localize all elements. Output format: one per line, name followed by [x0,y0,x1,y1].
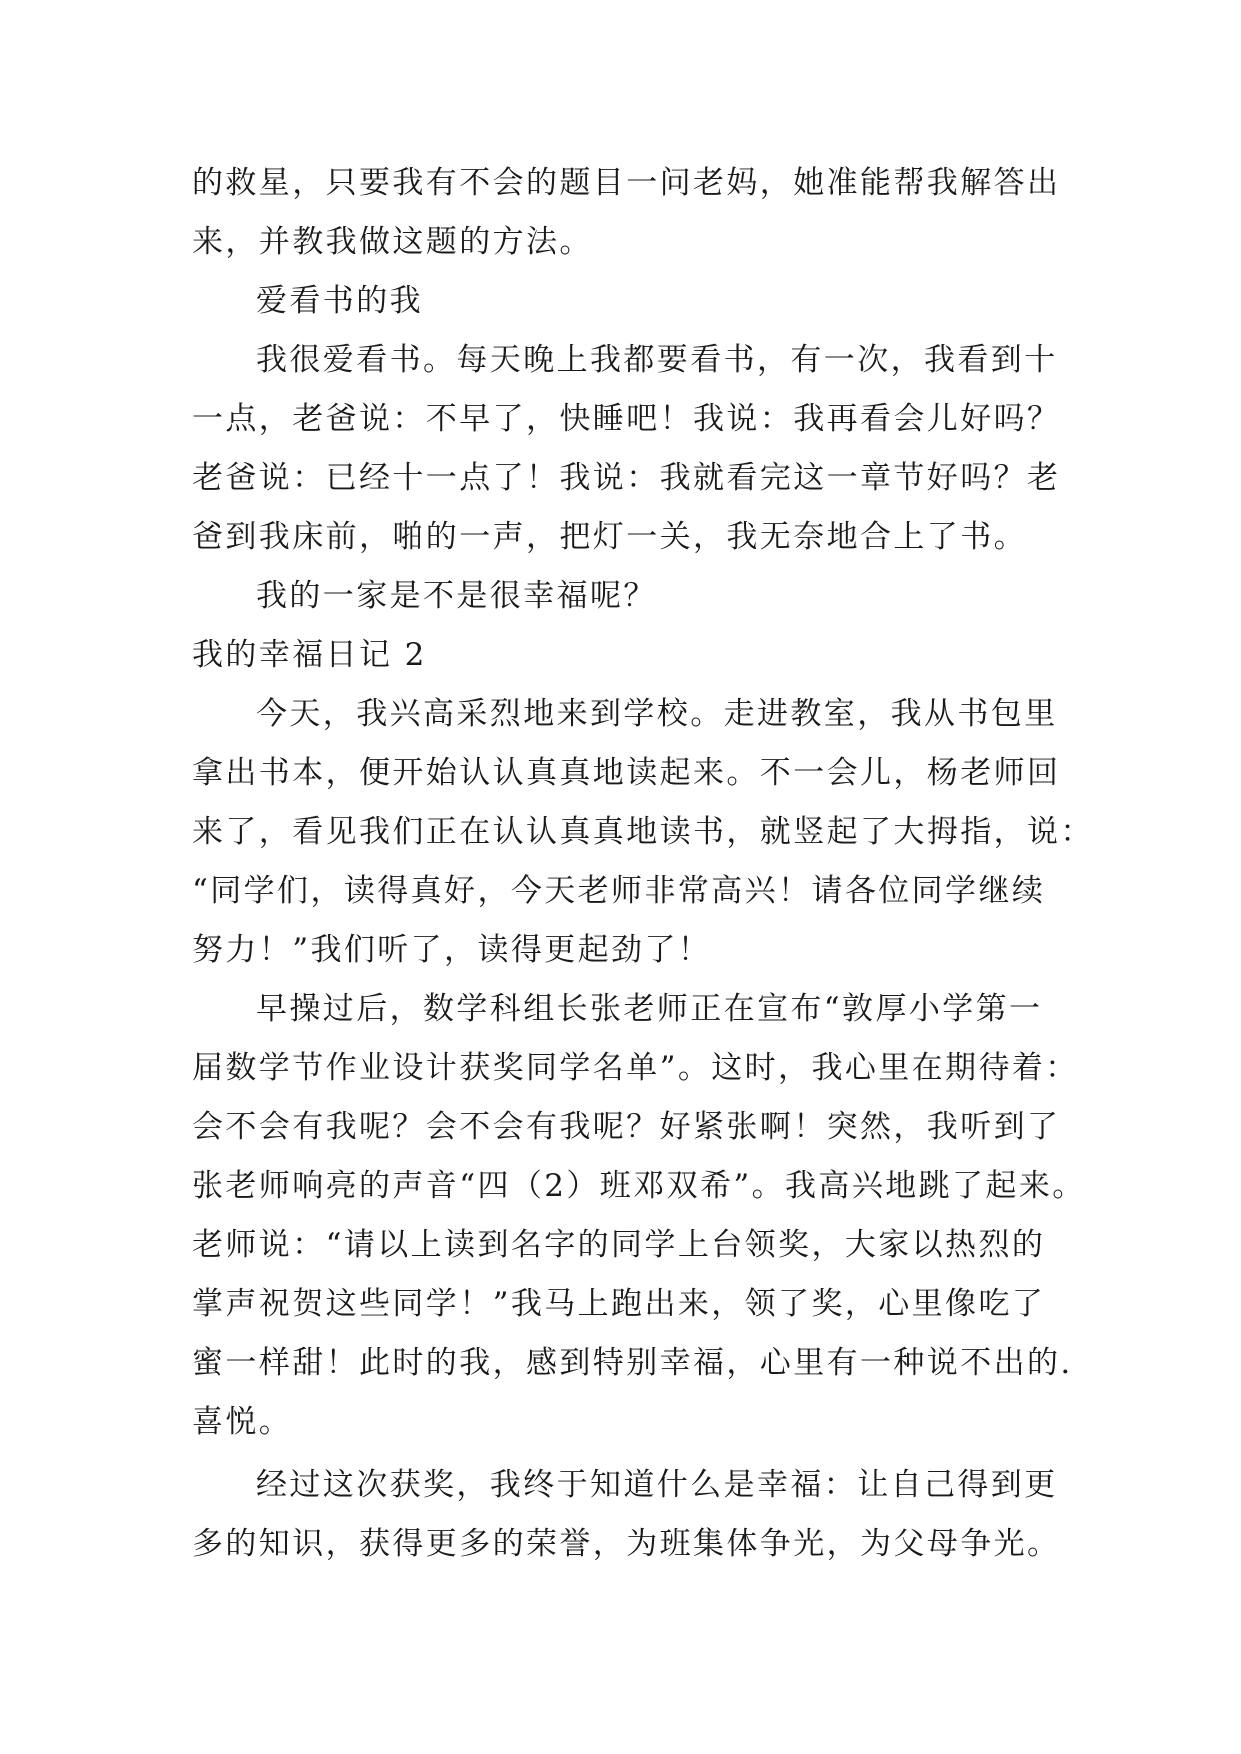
paragraph-line: 努力！”我们听了，读得更起劲了！ [192,932,712,968]
paragraph-line: 早操过后，数学科组长张老师正在宣布“敦厚小学第一 [256,991,1043,1027]
paragraph-line: 经过这次获奖，我终于知道什么是幸福：让自己得到更 [256,1467,1058,1503]
paragraph-line: 我很爱看书。每天晚上我都要看书，有一次，我看到十 [256,342,1058,378]
section-heading: 爱看书的我 [256,283,423,319]
paragraph-line: 喜悦。 [192,1404,293,1440]
paragraph-line: 我的一家是不是很幸福呢？ [256,578,657,614]
paragraph-line: 张老师响亮的声音“四（2）班邓双希”。我高兴地跳了起来。 [192,1168,1086,1204]
paragraph-line: 一点，老爸说：不早了，快睡吧！我说：我再看会儿好吗？ [192,401,1061,437]
paragraph-line: 爸到我床前，啪的一声，把灯一关，我无奈地合上了书。 [192,519,1027,555]
document-title: 我的幸福日记 2 [192,637,427,673]
paragraph-line: 多的知识，获得更多的荣誉，为班集体争光，为父母争光。 [192,1526,1061,1562]
paragraph-line: “同学们，读得真好，今天老师非常高兴！请各位同学继续 [192,873,1046,909]
paragraph-line: 今天，我兴高采烈地来到学校。走进教室，我从书包里 [256,696,1058,732]
paragraph-line: 来，并教我做这题的方法。 [192,224,593,260]
paragraph-line: 会不会有我呢？会不会有我呢？好紧张啊！突然，我听到了 [192,1109,1061,1145]
paragraph-line: 拿出书本，便开始认认真真地读起来。不一会儿，杨老师回 [192,755,1061,791]
paragraph-line: 掌声祝贺这些同学！”我马上跑出来，领了奖，心里像吃了 [192,1286,1046,1322]
paragraph-line: 蜜一样甜！此时的我，感到特别幸福，心里有一种说不出的. [192,1345,1073,1381]
paragraph-line: 届数学节作业设计获奖同学名单”。这时，我心里在期待着： [192,1050,1079,1086]
paragraph-line: 老师说：“请以上读到名字的同学上台领奖，大家以热烈的 [192,1227,1046,1263]
paragraph-line: 的救星，只要我有不会的题目一问老妈，她准能帮我解答出 [192,165,1061,201]
paragraph-line: 来了，看见我们正在认认真真地读书，就竖起了大拇指，说： [192,814,1094,850]
paragraph-line: 老爸说：已经十一点了！我说：我就看完这一章节好吗？老 [192,460,1061,496]
